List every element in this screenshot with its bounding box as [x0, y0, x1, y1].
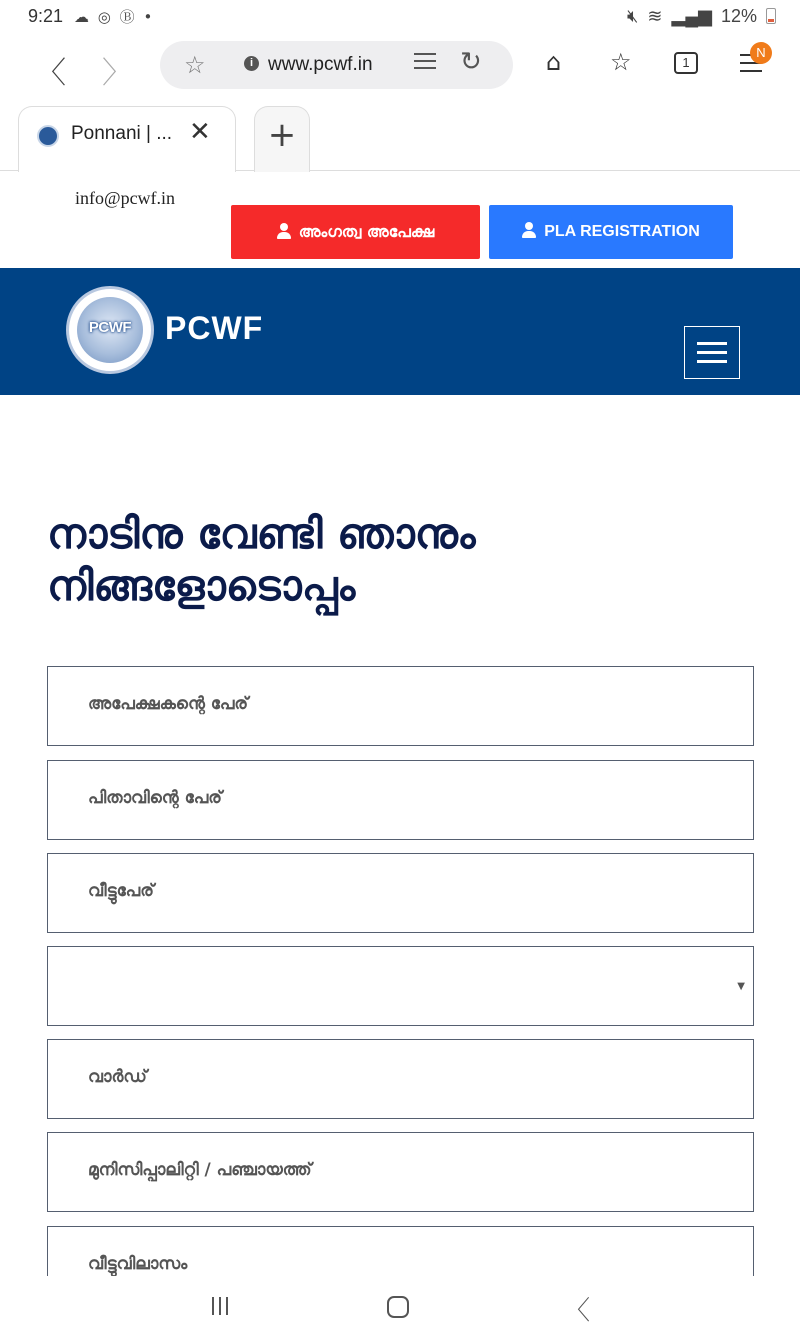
battery-percent: 12% [720, 6, 757, 26]
reload-icon[interactable]: ↻ [460, 47, 482, 77]
site-brand[interactable]: PCWF [165, 310, 264, 346]
membership-button-label: അംഗത്വ അപേക്ഷ [298, 222, 435, 241]
field-placeholder: മുനിസിപ്പാലിറ്റി / പഞ്ചായത്ത് [88, 1160, 312, 1180]
municipality-panchayat-field[interactable] [47, 1132, 754, 1212]
browser-toolbar [0, 38, 800, 92]
field-placeholder: അപേക്ഷകന്റെ പേര് [88, 694, 249, 714]
logo-globe [77, 297, 143, 363]
site-info-icon[interactable]: i [244, 56, 259, 71]
favicon-icon [37, 125, 59, 147]
field-placeholder: വാർഡ് [88, 1067, 147, 1087]
page-title [47, 508, 767, 612]
user-icon [277, 223, 291, 239]
user-icon [522, 222, 536, 238]
home-button-icon[interactable] [387, 1296, 409, 1318]
pla-button-label: PLA REGISTRATION [544, 223, 700, 240]
close-icon[interactable]: ✕ [189, 117, 211, 147]
father-name-field[interactable] [47, 760, 754, 840]
site-header [0, 268, 800, 395]
recents-icon[interactable] [212, 1297, 236, 1319]
dot-icon: • [143, 8, 153, 26]
ward-field[interactable] [47, 1039, 754, 1119]
reader-mode-icon[interactable] [414, 53, 436, 77]
forward-icon[interactable]: 〉 [102, 56, 132, 91]
system-back-icon[interactable]: 〈 [564, 1296, 591, 1326]
bookmark-star-icon[interactable]: ☆ [184, 51, 206, 79]
applicant-name-field[interactable] [47, 666, 754, 746]
house-name-field[interactable] [47, 853, 754, 933]
tab-active[interactable] [18, 106, 236, 172]
status-time: 9:21 [28, 6, 64, 26]
cloud-icon: ☁ [74, 8, 89, 26]
new-tab-button[interactable]: + [254, 106, 310, 172]
logo-mark: PCWF [88, 319, 132, 336]
site-topbar [0, 172, 800, 268]
field-placeholder: വീട്ടുപേര് [88, 881, 154, 901]
signal-icon: ▂▄▆ [671, 6, 712, 26]
tabs-icon[interactable]: 1 [674, 52, 698, 74]
tab-title[interactable]: Ponnani | ... [71, 123, 173, 144]
b-icon: Ⓑ [119, 8, 135, 26]
address-bar[interactable] [160, 41, 513, 89]
bookmarks-icon[interactable]: ☆ [610, 48, 632, 76]
contact-email[interactable]: info@pcwf.in [75, 188, 176, 208]
dropdown-arrow-icon: ▼ [737, 981, 745, 992]
field-placeholder: പിതാവിന്റെ പേര് [88, 788, 222, 808]
pla-registration-button[interactable] [489, 205, 733, 259]
select-field[interactable] [47, 946, 754, 1026]
notification-badge: N [750, 42, 772, 64]
page-title-line1: നാടിനു വേണ്ടി ഞാനും [47, 509, 476, 558]
site-logo[interactable] [66, 286, 154, 374]
field-placeholder: വീട്ടുവിലാസം [88, 1254, 188, 1274]
status-right [623, 6, 776, 27]
url-text[interactable]: www.pcwf.in [268, 54, 373, 75]
page-title-line2: നിങ്ങളോടൊപ്പം [47, 561, 356, 610]
status-left-icons [74, 6, 156, 27]
mute-icon: 🔇︎ [627, 6, 639, 26]
status-bar [0, 0, 800, 34]
membership-application-button[interactable] [231, 205, 480, 259]
back-icon[interactable]: 〈 [36, 56, 66, 91]
tab-strip [0, 104, 800, 171]
wifi-icon: ≋ [647, 6, 663, 26]
hamburger-menu-button[interactable] [684, 326, 740, 379]
home-icon[interactable]: ⌂ [546, 48, 562, 76]
sync-icon: ◎ [97, 8, 111, 26]
android-navigation-bar [0, 1276, 800, 1340]
battery-icon [766, 8, 776, 24]
